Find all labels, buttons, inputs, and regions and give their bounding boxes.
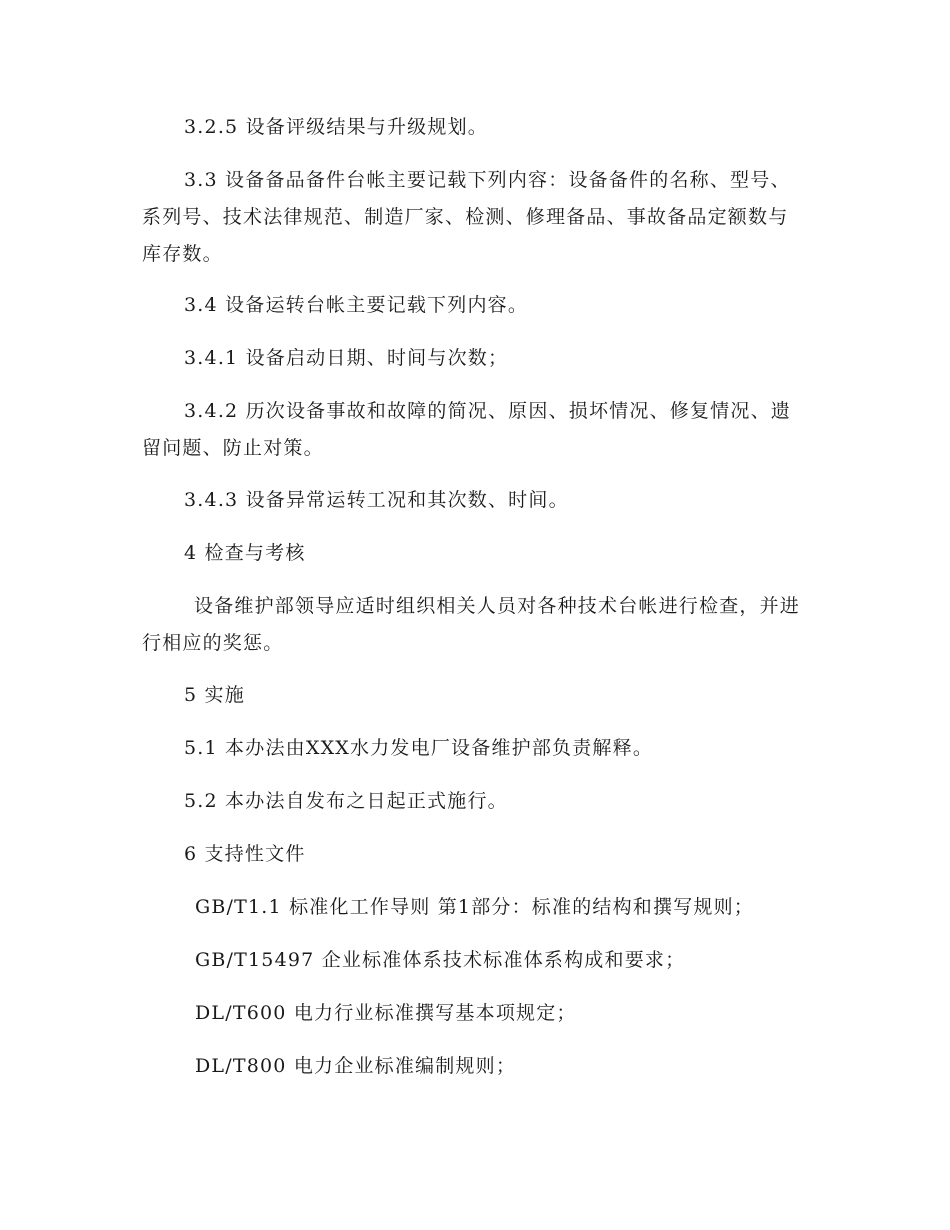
reference-item: DL/T800 电力企业标准编制规则； bbox=[195, 1055, 517, 1077]
section-4-heading: 4 检查与考核 bbox=[184, 542, 306, 564]
clause-3-4-2: 3.4.2 历次设备事故和故障的简况、原因、损坏情况、修复情况、遗留问题、防止对策。 bbox=[142, 400, 791, 459]
clause-3-4-1: 3.4.1 设备启动日期、时间与次数； bbox=[184, 347, 509, 369]
reference-item: DL/T600 电力行业标准撰写基本项规定； bbox=[195, 1002, 577, 1024]
clause-5-1: 5.1 本办法由XXX水力发电厂设备维护部负责解释。 bbox=[184, 737, 654, 759]
section-6-heading: 6 支持性文件 bbox=[184, 843, 306, 865]
section-4-body: 设备维护部领导应适时组织相关人员对各种技术台帐进行检查，并进行相应的奖惩。 bbox=[142, 595, 801, 654]
clause-3-3: 3.3 设备备品备件台帐主要记载下列内容：设备备件的名称、型号、系列号、技术法律规范、制造厂家、检测、修理备品、事故备品定额数与库存数。 bbox=[142, 169, 791, 265]
clause-3-2-5: 3.2.5 设备评级结果与升级规划。 bbox=[184, 116, 488, 138]
section-5-heading: 5 实施 bbox=[184, 684, 245, 706]
clause-3-4-3: 3.4.3 设备异常运转工况和其次数、时间。 bbox=[184, 489, 569, 511]
reference-item: GB/T15497 企业标准体系技术标准体系构成和要求； bbox=[195, 949, 686, 971]
clause-3-4: 3.4 设备运转台帐主要记载下列内容。 bbox=[184, 294, 529, 316]
reference-item: GB/T1.1 标准化工作导则 第1部分：标准的结构和撰写规则； bbox=[195, 896, 754, 918]
clause-5-2: 5.2 本办法自发布之日起正式施行。 bbox=[184, 790, 508, 812]
